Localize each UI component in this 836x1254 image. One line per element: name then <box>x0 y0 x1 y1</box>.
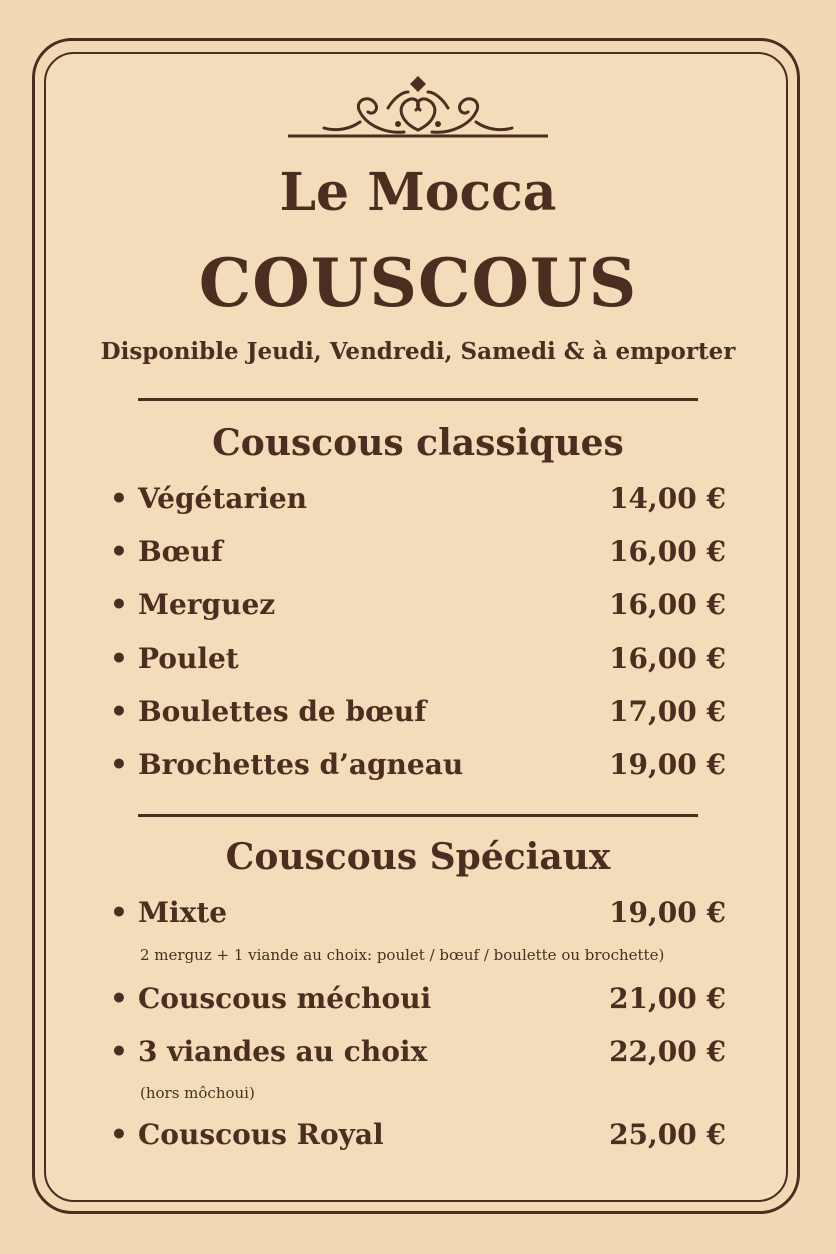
menu-item <box>110 482 726 522</box>
item-name: • Brochettes d’agneau <box>110 748 463 781</box>
item-name: • Bœuf <box>110 535 223 568</box>
item-name: • Végétarien <box>110 482 307 515</box>
divider <box>138 814 698 817</box>
item-price: 16,00 € <box>609 642 726 675</box>
availability-subtitle: Disponible Jeudi, Vendredi, Samedi & à emporter <box>100 338 736 365</box>
item-name: • Poulet <box>110 642 239 675</box>
item-price: 25,00 € <box>609 1118 726 1151</box>
menu-item <box>110 588 726 628</box>
item-name: • Boulettes de bœuf <box>110 695 426 728</box>
menu-item <box>110 695 726 735</box>
item-price: 16,00 € <box>609 535 726 568</box>
item-price: 21,00 € <box>609 982 726 1015</box>
menu-item <box>110 1035 726 1075</box>
item-price: 19,00 € <box>609 748 726 781</box>
scroll-ornament <box>288 72 548 142</box>
menu-item <box>110 1118 726 1158</box>
menu-item <box>110 982 726 1022</box>
restaurant-name: Le Mocca <box>279 162 557 223</box>
item-price: 14,00 € <box>609 482 726 515</box>
menu-item <box>110 535 726 575</box>
item-name: • Couscous Royal <box>110 1118 384 1151</box>
item-price: 22,00 € <box>609 1035 726 1068</box>
menu-item <box>110 896 726 936</box>
item-note: (hors môchoui) <box>140 1084 255 1102</box>
item-name: • Mixte <box>110 896 227 929</box>
menu-item <box>110 642 726 682</box>
item-price: 16,00 € <box>609 588 726 621</box>
menu-item <box>110 748 726 788</box>
section-title-speciaux: Couscous Spéciaux <box>225 836 611 878</box>
section-title-classiques: Couscous classiques <box>212 422 624 464</box>
item-name: • Couscous méchoui <box>110 982 431 1015</box>
item-name: • 3 viandes au choix <box>110 1035 427 1068</box>
item-price: 19,00 € <box>609 896 726 929</box>
divider <box>138 398 698 401</box>
menu-title: COUSCOUS <box>198 244 638 322</box>
item-note: 2 merguz + 1 viande au choix: poulet / bœuf / boulette ou brochette) <box>140 946 665 964</box>
item-price: 17,00 € <box>609 695 726 728</box>
item-name: • Merguez <box>110 588 275 621</box>
